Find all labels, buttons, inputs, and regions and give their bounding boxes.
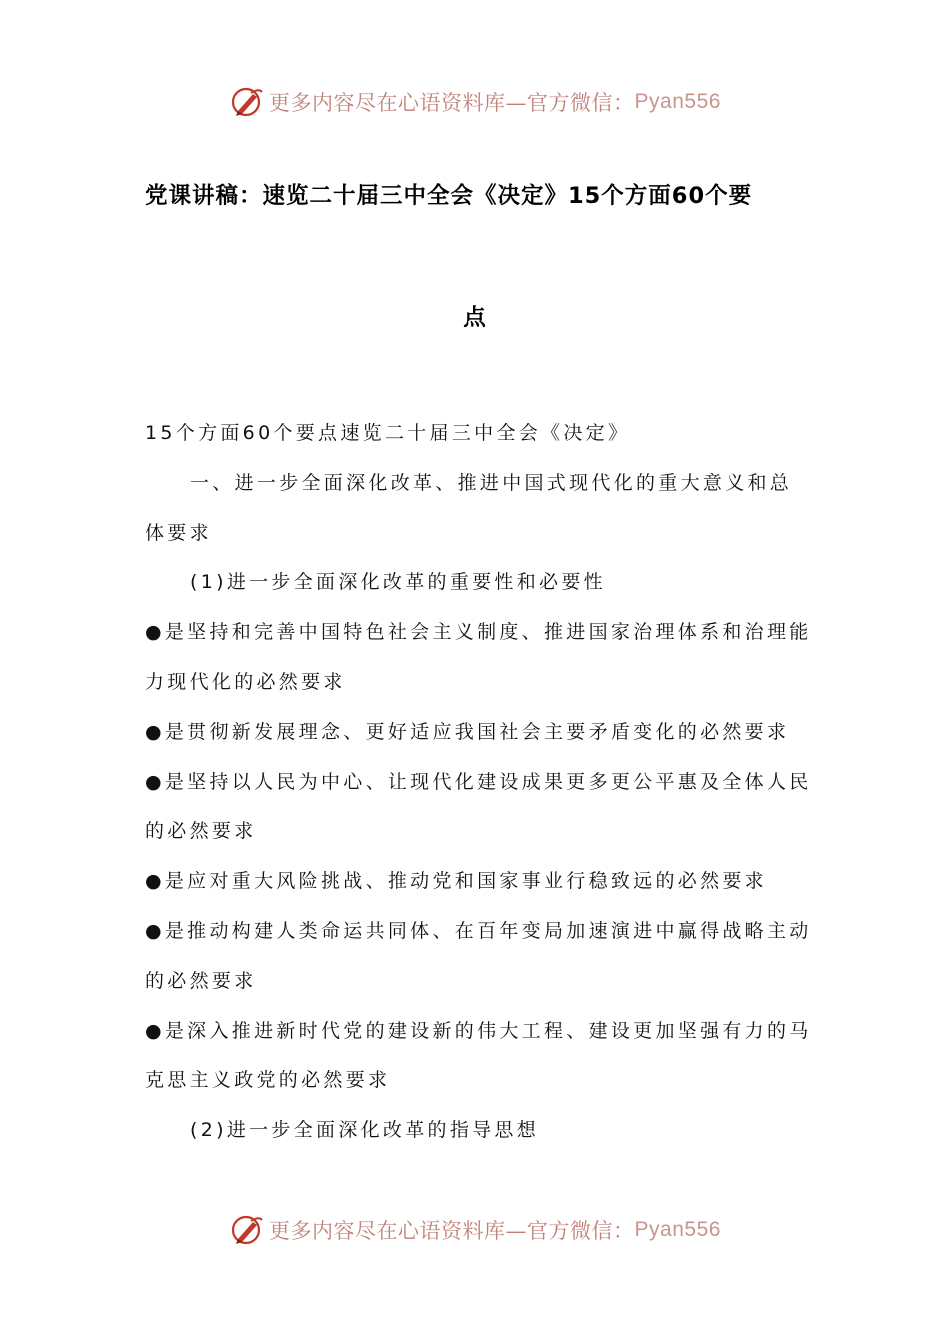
document-title-line-2: 点 xyxy=(463,305,487,331)
body-line: ●是坚持和完善中国特色社会主义制度、推进国家治理体系和治理能 xyxy=(145,621,812,644)
footer-watermark xyxy=(0,1208,950,1252)
body-line: ●是贯彻新发展理念、更好适应我国社会主要矛盾变化的必然要求 xyxy=(145,720,790,743)
body-line: 15个方面60个要点速览二十届三中全会《决定》 xyxy=(145,422,631,444)
body-line: (1)进一步全面深化改革的重要性和必要性 xyxy=(190,571,606,594)
body-line: ●是推动构建人类命运共同体、在百年变局加速演进中赢得战略主动 xyxy=(145,919,812,942)
document-body xyxy=(145,415,810,1162)
pen-logo-icon xyxy=(229,1212,265,1248)
body-line: ●是应对重大风险挑战、推动党和国家事业行稳致远的必然要求 xyxy=(145,870,767,893)
wechat-id: Pyan556 xyxy=(634,1218,721,1241)
body-line: 一、进一步全面深化改革、推进中国式现代化的重大意义和总 xyxy=(190,471,793,494)
body-line: ●是深入推进新时代党的建设新的伟大工程、建设更加坚强有力的马 xyxy=(145,1019,812,1042)
body-line: 体要求 xyxy=(145,521,212,544)
watermark-text: 更多内容尽在心语资料库—官方微信： xyxy=(269,91,635,115)
body-line: (2)进一步全面深化改革的指导思想 xyxy=(190,1119,540,1142)
watermark-text: 更多内容尽在心语资料库—官方微信： xyxy=(269,1219,635,1243)
wechat-id: Pyan556 xyxy=(634,90,721,113)
body-line: ●是坚持以人民为中心、让现代化建设成果更多更公平惠及全体人民 xyxy=(145,770,812,793)
document-title-line-1: 党课讲稿：速览二十届三中全会《决定》15个方面60个要 xyxy=(145,183,753,209)
body-line: 克思主义政党的必然要求 xyxy=(145,1069,391,1092)
body-line: 的必然要求 xyxy=(145,820,257,843)
header-watermark xyxy=(0,80,950,124)
pen-logo-icon xyxy=(229,84,265,120)
body-line: 的必然要求 xyxy=(145,969,257,992)
body-line: 力现代化的必然要求 xyxy=(145,670,346,693)
